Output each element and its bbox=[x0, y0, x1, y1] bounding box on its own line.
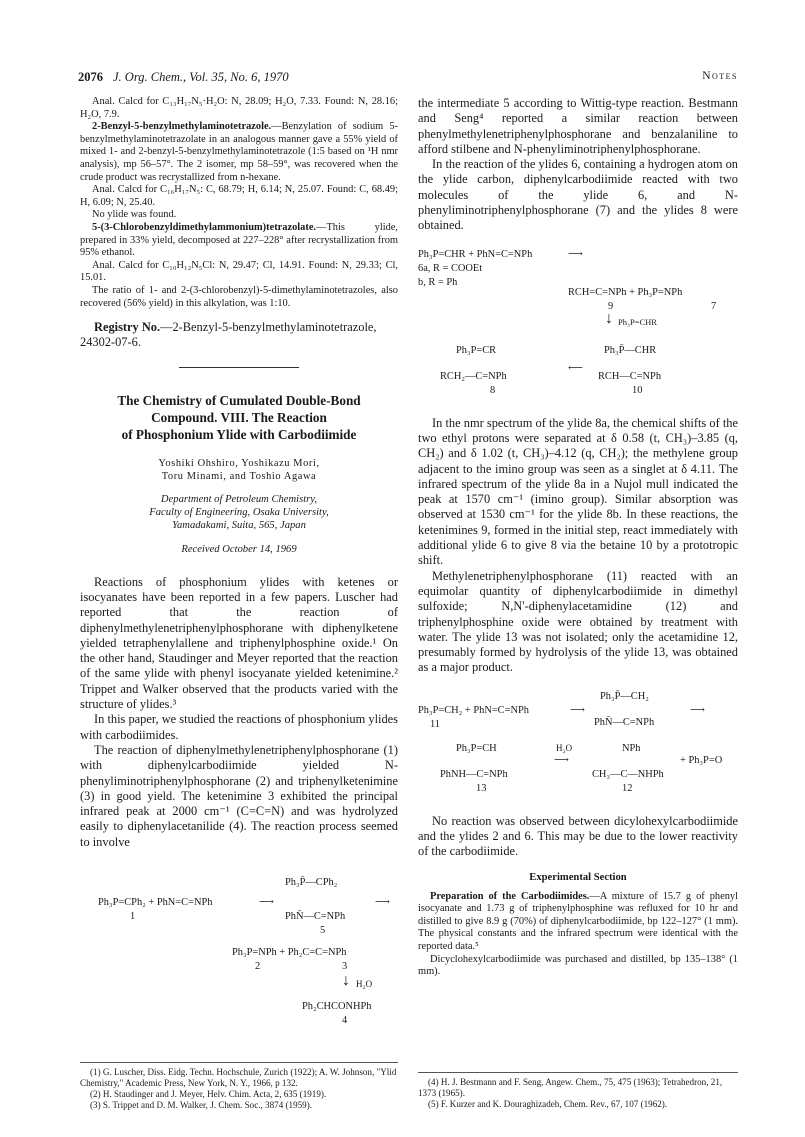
scheme1-arrow-1: ⟶ bbox=[259, 897, 274, 909]
intro-paragraph-3: The reaction of diphenylmethylenetriphenylphosphorane (1) with diphenylcarbodiimide yielded N-phenyliminotriphenylphosphorane (2) and triphenylketenimine (3) in good yield. The ketenimine 3 exhibited the principal infrared peak at 2000 cm⁻¹ (C=C=N) and was hydrolyzed easily to diphenylacetanilide (4). The reaction process seemed to involve bbox=[80, 742, 398, 849]
procedure-chloro-heading: 5-(3-Chlorobenzyldimethylammonium)tetrazolate. bbox=[92, 221, 317, 233]
scheme3-amidine-bottom: CH₃—C—NHPh bbox=[592, 768, 664, 780]
scheme2-betaine-bottom: RCH—C=NPh bbox=[598, 370, 662, 382]
scheme3-ylide-top: Ph₃P=CH bbox=[456, 742, 497, 754]
scheme1-arrow-2: ⟶ bbox=[375, 897, 390, 909]
no-ylide-note: No ylide was found. bbox=[92, 209, 177, 221]
scheme3-reagent: H₂O bbox=[556, 742, 573, 753]
scheme3-label-13: 13 bbox=[476, 782, 487, 794]
scheme1-products: Ph₃P=NPh + Ph₂C=C=NPh bbox=[232, 947, 347, 959]
scheme2-variant-a: 6a, R = COOEt bbox=[418, 262, 483, 274]
footnote-5: (5) F. Kurzer and K. Douraghizadeh, Chem. Rev., 67, 107 (1962). bbox=[428, 1099, 668, 1109]
registry-label: Registry No. bbox=[94, 320, 161, 335]
scheme3-arrow-3: ⟶ bbox=[554, 754, 569, 766]
footnote-3: (3) S. Trippet and D. M. Walker, J. Chem. Soc., 3874 (1959). bbox=[90, 1100, 313, 1110]
footnote-2: (2) H. Staudinger and J. Meyer, Helv. Chim. Acta, 2, 635 (1919). bbox=[90, 1089, 327, 1099]
journal-name: J. Org. Chem., Vol. 35, No. 6, 1970 bbox=[113, 70, 289, 84]
experimental-heading: Experimental Section bbox=[529, 871, 627, 883]
registry-text: —2-Benzyl-5-benzylmethylaminotetrazole, 24302-07-6. bbox=[80, 320, 377, 350]
procedure-benzyl bbox=[80, 121, 398, 184]
scheme2-label-7: 7 bbox=[711, 300, 717, 312]
author-list bbox=[80, 457, 398, 483]
scheme2-label-10: 10 bbox=[632, 384, 643, 396]
scheme2-arrow-1: ⟶ bbox=[568, 248, 583, 260]
received-date: Received October 14, 1969 bbox=[181, 543, 297, 555]
scheme3-reactants: Ph₃P=CH₂ + PhN=C=NPh bbox=[418, 704, 529, 716]
right-paragraph-3: In the nmr spectrum of the ylide 8a, the chemical shifts of the two ethyl protons were separated at δ 0.58 (t, CH₃)–3.85 (q, CH₂) and δ 1.02 (t, CH₃)–4.12 (q, CH₂); the methylene group adjacent to the imino group was seen as a singlet at δ 4.11. The infrared spectrum of the ylide 8a in a Nujol mull indicated the peak at 1570 cm⁻¹ (imino group). Similar absorption was observed at 1530 cm⁻¹ for the ylide 8b. In these reactions, the ketenimines 9, formed in the initial step, react immediately with additional ylide 6 to give 8 via the betaine 10 by a prototropic shift. bbox=[418, 415, 738, 568]
scheme3-label-11: 11 bbox=[430, 718, 441, 730]
scheme1-final: Ph₂CHCONHPh bbox=[302, 1001, 372, 1013]
scheme1-label-1: 1 bbox=[130, 911, 136, 923]
isomer-ratio: The ratio of 1- and 2-(3-chlorobenzyl)-5-dimethylaminotetrazoles, also recovered (56% yield) in this alkylation, was 1:10. bbox=[80, 284, 398, 309]
procedure-chloro bbox=[80, 222, 398, 260]
scheme3-label-12: 12 bbox=[622, 782, 633, 794]
reaction-scheme-3 bbox=[418, 690, 738, 800]
analysis-1: Anal. Calcd for C₁₃H₁₇N₅·H₂O: N, 28.09; H₂O, 7.33. Found: N, 28.16; H₂O, 7.9. bbox=[80, 96, 398, 120]
title-line-3: of Phosphonium Ylide with Carbodiimide bbox=[121, 426, 357, 442]
experimental-paragraph-1 bbox=[418, 891, 738, 954]
article-title bbox=[80, 392, 398, 443]
right-paragraph-4: Methylenetriphenylphosphorane (11) reacted with an equimolar quantity of diphenylcarbodiimide in dimethyl sulfoxide; N,N'-diphenylacetamidine (12) and triphenylphosphine oxide were obtained by treatment with water. The ylide 13 was not isolated; only the acetamidine 12, presumably formed by hydrolysis of the ylide 13, was obtained as a major product. bbox=[418, 568, 738, 675]
scheme1-label-3: 3 bbox=[342, 961, 348, 973]
analysis-2: Anal. Calcd for C₁₆H₁₇N₅: C, 68.79; H, 6.14; N, 25.07. Found: C, 68.49; H, 6.09; N, 25.40. bbox=[80, 184, 398, 208]
scheme2-ylide-bottom: RCH₂—C=NPh bbox=[440, 370, 507, 382]
scheme2-betaine-top: Ph₃P̄—CHR bbox=[604, 344, 657, 356]
authors-line-2: Toru Minami, and Toshio Agawa bbox=[161, 470, 317, 482]
scheme2-label-9: 9 bbox=[608, 300, 614, 312]
scheme2-arrow-2: ⟵ bbox=[568, 362, 583, 374]
footnote-4: (4) H. J. Bestmann and F. Seng, Angew. Chem., 75, 475 (1963); Tetrahedron, 21, 1373 (1965). bbox=[418, 1077, 723, 1098]
reaction-scheme-1 bbox=[80, 862, 398, 1032]
authors-line-1: Yoshiki Ohshiro, Yoshikazu Mori, bbox=[158, 457, 320, 469]
right-paragraph-2: In the reaction of the ylides 6, containing a hydrogen atom on the ylide carbon, diphenylcarbodiimide reacted with two molecules of the ylide 6, and N-phenyliminotriphenylphosphorane (7) and the ylides 8 were obtained. bbox=[418, 157, 738, 233]
intro-paragraph-2: In this paper, we studied the reactions of phosphonium ylides with carbodiimides. bbox=[80, 712, 398, 742]
experimental-1-text: —A mixture of 15.7 g of phenyl isocyanate and 1.73 g of triphenylphosphine was refluxed for 10 hr and distilled to give 8.9 g (70%) of diphenylcarbodiimide, bp 122–127° (1 mm). The physical constants and the infrared spectrum were identical with the reported data.⁵ bbox=[418, 890, 738, 952]
right-column bbox=[418, 96, 738, 979]
scheme2-down-arrow: ↓ bbox=[605, 309, 613, 327]
scheme1-reagent: H₂O bbox=[356, 979, 373, 990]
header-citation bbox=[78, 70, 289, 85]
scheme1-label-5: 5 bbox=[320, 925, 326, 937]
affiliation-line-2: Faculty of Engineering, Osaka University, bbox=[149, 506, 329, 518]
scheme1-label-2: 2 bbox=[255, 961, 261, 973]
scheme3-ylide-bottom: PhNH—C=NPh bbox=[440, 768, 508, 780]
analysis-3: Anal. Calcd for C₁₀H₁₂N₅Cl: N, 29.47; Cl, 14.91. Found: N, 29.33; Cl, 15.01. bbox=[80, 259, 398, 284]
affiliation-line-1: Department of Petroleum Chemistry, bbox=[160, 493, 318, 505]
page-number: 2076 bbox=[78, 70, 103, 84]
scheme3-arrow-2: ⟶ bbox=[690, 704, 705, 716]
scheme2-products: RCH=C=NPh + Ph₃P=NPh bbox=[568, 286, 683, 298]
scheme2-ylide-top: Ph₃P=CR bbox=[456, 344, 497, 356]
scheme2-reagent: Ph₃P=CHR bbox=[618, 316, 657, 327]
scheme2-reactants: Ph₃P=CHR + PhN=C=NPh bbox=[418, 248, 533, 260]
affiliation bbox=[80, 493, 398, 532]
scheme1-label-4: 4 bbox=[342, 1015, 348, 1027]
right-paragraph-1: the intermediate 5 according to Wittig-type reaction. Bestmann and Seng⁴ reported a similar reaction between phenylmethylenetriphenylphosphorane and benzalaniline to afford stilbene and N-phenyliminotriphenylphosphorane. bbox=[418, 96, 738, 156]
reaction-scheme-2 bbox=[418, 244, 738, 416]
right-paragraph-5: No reaction was observed between dicylohexylcarbodiimide and the ylides 2 and 6. This may be due to the lower reactivity of the carbodiimide. bbox=[418, 813, 738, 859]
footnotes-right bbox=[418, 1072, 738, 1110]
registry-numbers bbox=[80, 320, 398, 351]
footnote-1: (1) G. Luscher, Diss. Eidg. Techn. Hochschule, Zurich (1922); A. W. Johnson, "Ylid Chemistry," Academic Press, New York, N. Y., 1966, p 132. bbox=[80, 1067, 397, 1088]
footnotes-left bbox=[80, 1062, 398, 1111]
left-column bbox=[80, 96, 398, 1032]
scheme3-intermediate-top: Ph₃P̄—CH₂ bbox=[600, 690, 649, 702]
procedure-benzyl-text: —Benzylation of sodium 5-benzylmethylaminotetrazolate in an analogous manner gave a 55% yield of mixed 1- and 2-benzyl-5-benzylmethylaminotetrazole (1:5 based on ¹H nmr analysis), mp 56–57°. The 2 isomer, mp 58–59°, was recovered when the crude product was recrystallized from n-hexane. bbox=[80, 121, 398, 183]
article-divider bbox=[179, 367, 299, 368]
page-header bbox=[78, 70, 738, 88]
experimental-paragraph-2: Dicyclohexylcarbodiimide was purchased and distilled, bp 135–138° (1 mm). bbox=[418, 953, 738, 978]
scheme1-down-arrow: ↓ bbox=[342, 972, 350, 990]
scheme2-variant-b: b, R = Ph bbox=[418, 276, 458, 288]
procedure-chloro-text: —This ylide, prepared in 33% yield, decomposed at 227–228° after recrystallization from 95% ethanol. bbox=[80, 221, 398, 259]
scheme3-side-product: + Ph₃P=O bbox=[680, 754, 723, 766]
section-label: Notes bbox=[702, 70, 738, 82]
scheme1-intermediate-bottom: PhN̄—C=NPh bbox=[285, 911, 346, 923]
scheme3-intermediate-bottom: PhN̄—C=NPh bbox=[594, 716, 655, 728]
scheme2-label-8: 8 bbox=[490, 384, 496, 396]
scheme3-amidine-top: NPh bbox=[622, 742, 641, 754]
intro-paragraph-1: Reactions of phosphonium ylides with ketenes or isocyanates have been reported in a few papers. Luscher had reported that the reaction of diphenylmethylenetriphenylphosphorane with diphenylketene yielded tetraphenylallene and triphenylphosphine oxide.¹ On the other hand, Staudinger and Meyer reported that the reaction of the same ylide with phenyl isocyanate yielded ketenimine.² Trippet and Walker observed that the products varied with the structure of ylides.³ bbox=[80, 574, 398, 712]
title-line-1: The Chemistry of Cumulated Double-Bond bbox=[117, 392, 361, 408]
scheme3-arrow-1: ⟶ bbox=[570, 704, 585, 716]
affiliation-line-3: Yamadakami, Suita, 565, Japan bbox=[172, 519, 306, 531]
procedure-benzyl-heading: 2-Benzyl-5-benzylmethylaminotetrazole. bbox=[92, 121, 272, 133]
scheme1-reactants: Ph₃P=CPh₂ + PhN=C=NPh bbox=[98, 897, 213, 909]
title-line-2: Compound. VIII. The Reaction bbox=[151, 409, 327, 425]
experimental-1-heading: Preparation of the Carbodiimides. bbox=[430, 890, 590, 902]
scheme1-intermediate-top: Ph₃P̄—CPh₂ bbox=[285, 877, 338, 889]
